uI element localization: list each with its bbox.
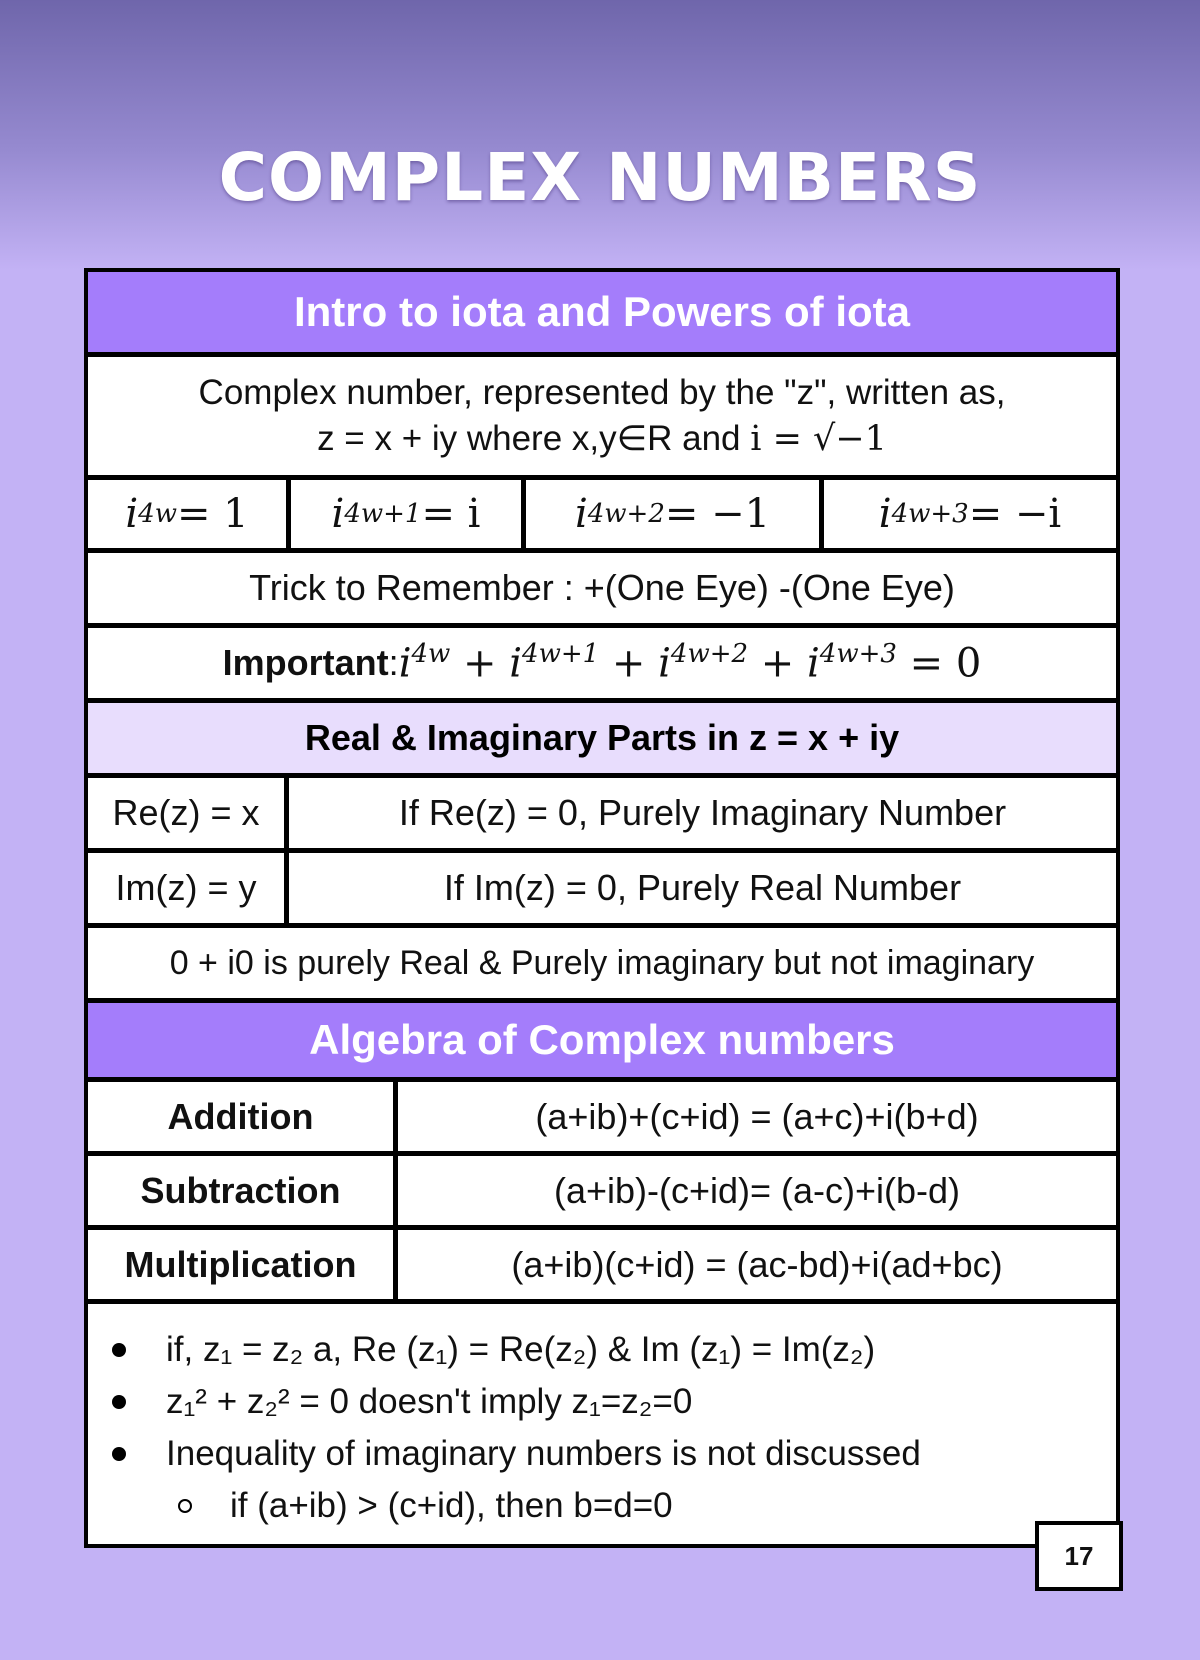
list-item: [108, 1324, 1096, 1376]
list-item: [108, 1428, 1096, 1480]
intro-definition: [88, 357, 1116, 475]
section-parts-header-row: [88, 703, 1116, 773]
section-iota-header-row: [88, 272, 1116, 352]
term-base: i: [806, 640, 820, 687]
power-cell-4: [824, 480, 1116, 548]
power-exponent: 4w+1: [344, 499, 422, 529]
addition-row: [88, 1082, 1116, 1151]
zero-note-row: [88, 928, 1116, 998]
intro-line-2-text: z = x + iy where x,y∈R and: [317, 419, 751, 458]
power-result: = −i: [968, 491, 1062, 537]
intro-row: [88, 357, 1116, 475]
term-operator: = 0: [896, 640, 982, 687]
zero-complex-note: 0 + i0 is purely Real & Purely imaginary but not imaginary: [88, 928, 1116, 998]
addition-formula: (a+ib)+(c+id) = (a+c)+i(b+d): [398, 1082, 1116, 1151]
term-base: i: [398, 640, 412, 687]
note-text: Inequality of imaginary numbers is not discussed: [166, 1434, 921, 1473]
power-result: = i: [421, 491, 481, 537]
formula-sheet: [84, 268, 1120, 1548]
notes-box: [88, 1304, 1116, 1544]
intro-line-2: [317, 416, 887, 462]
power-exponent: 4w: [138, 499, 177, 529]
power-cell-2: [291, 480, 521, 548]
imaginary-part-definition: Im(z) = y: [88, 853, 284, 923]
note-text: z₁² + z₂² = 0 doesn't imply z₁=z₂=0: [166, 1382, 693, 1421]
term-operator: +: [748, 640, 807, 687]
term-base: i: [509, 640, 523, 687]
important-label: Important: [222, 642, 389, 683]
trick-row: [88, 553, 1116, 623]
imaginary-part-note: If Im(z) = 0, Purely Real Number: [289, 853, 1116, 923]
sub-note-text: if (a+ib) > (c+id), then b=d=0: [230, 1486, 673, 1525]
term-operator: +: [450, 640, 510, 687]
term-operator: +: [599, 640, 659, 687]
notes-row: [88, 1304, 1116, 1544]
notes-list: [108, 1324, 1096, 1532]
list-item: [108, 1376, 1096, 1428]
imaginary-part-row: [88, 853, 1116, 923]
important-identity: [88, 628, 1116, 698]
subtraction-row: [88, 1156, 1116, 1225]
sub-bullet-icon: [178, 1499, 192, 1513]
subtraction-label: Subtraction: [88, 1156, 393, 1225]
section-header-iota: Intro to iota and Powers of iota: [88, 272, 1116, 352]
real-part-definition: Re(z) = x: [88, 778, 284, 848]
bullet-icon: [112, 1447, 126, 1461]
list-item: [108, 1480, 1096, 1532]
page-title: COMPLEX NUMBERS: [218, 139, 982, 216]
multiplication-row: [88, 1230, 1116, 1299]
real-part-note: If Re(z) = 0, Purely Imaginary Number: [289, 778, 1116, 848]
section-algebra-header-row: [88, 1003, 1116, 1077]
important-separator: :: [388, 642, 399, 683]
bullet-icon: [112, 1395, 126, 1409]
power-base: i: [125, 491, 139, 537]
power-base: i: [878, 491, 892, 537]
power-cell-3: [526, 480, 819, 548]
section-header-algebra: Algebra of Complex numbers: [88, 1003, 1116, 1077]
intro-line-1: Complex number, represented by the "z", written as,: [198, 373, 1006, 412]
power-exponent: 4w+3: [891, 499, 969, 529]
term-exponent: 4w+1: [522, 639, 600, 670]
power-base: i: [331, 491, 345, 537]
term-exponent: 4w+3: [819, 639, 897, 670]
power-exponent: 4w+2: [587, 499, 665, 529]
power-result: = 1: [176, 491, 249, 537]
term-exponent: 4w+2: [670, 639, 749, 670]
bullet-icon: [112, 1343, 126, 1357]
power-cell-1: [88, 480, 286, 548]
iota-definition: i = √−1: [750, 419, 887, 459]
trick-to-remember: Trick to Remember : +(One Eye) -(One Eye): [88, 553, 1116, 623]
powers-row: [88, 480, 1116, 548]
multiplication-formula: (a+ib)(c+id) = (ac-bd)+i(ad+bc): [398, 1230, 1116, 1299]
term-exponent: 4w: [411, 639, 451, 670]
multiplication-label: Multiplication: [88, 1230, 393, 1299]
section-header-parts: Real & Imaginary Parts in z = x + iy: [88, 703, 1116, 773]
note-text: if, z₁ = z₂ a, Re (z₁) = Re(z₂) & Im (z₁) = Im(z₂): [166, 1330, 876, 1369]
power-result: = −1: [664, 491, 771, 537]
addition-label: Addition: [88, 1082, 393, 1151]
important-sum: [399, 639, 982, 686]
subtraction-formula: (a+ib)-(c+id)= (a-c)+i(b-d): [398, 1156, 1116, 1225]
real-part-row: [88, 778, 1116, 848]
page-number: 17: [1035, 1521, 1123, 1591]
important-row: [88, 628, 1116, 698]
term-base: i: [658, 640, 671, 687]
power-base: i: [574, 491, 588, 537]
